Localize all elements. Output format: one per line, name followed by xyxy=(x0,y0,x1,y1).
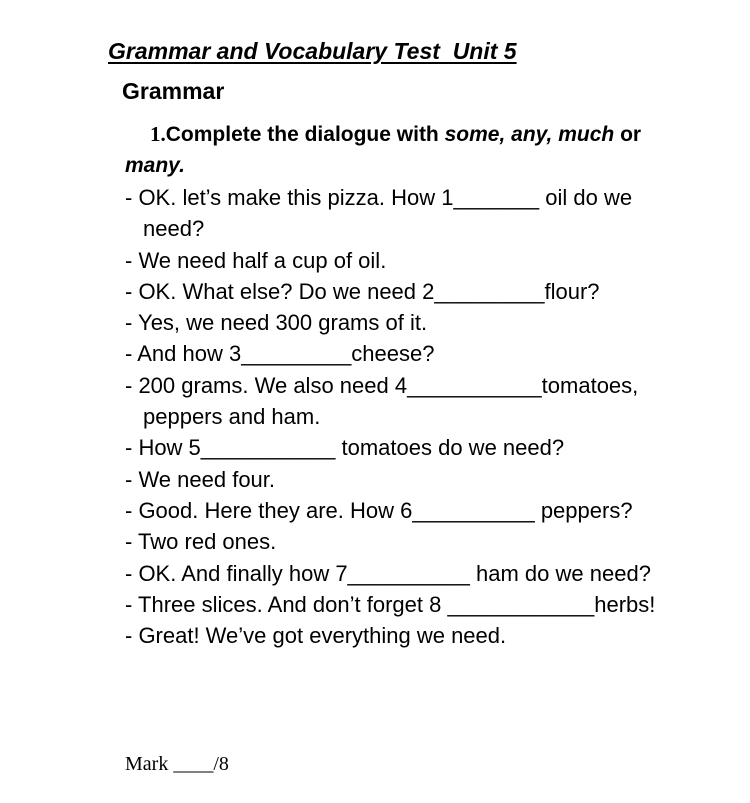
exercise-instruction xyxy=(125,119,685,181)
instruction-term-many: many. xyxy=(125,154,185,177)
dialogue-line: - And how 3_________cheese? xyxy=(125,341,435,367)
instruction-conjunction: or xyxy=(614,123,642,146)
dialogue-line: - Yes, we need 300 grams of it. xyxy=(125,310,428,336)
dialogue-line: - OK. What else? Do we need 2_________flour? xyxy=(125,278,600,304)
section-heading: Grammar xyxy=(122,78,225,104)
dialogue-line: - We need four. xyxy=(125,466,276,492)
dialogue-line: - 200 grams. We also need 4___________tomatoes, peppers and ham. xyxy=(125,372,639,430)
dialogue-line: - How 5___________ tomatoes do we need? xyxy=(125,435,565,461)
test-title: Grammar and Vocabulary Test Unit 5 xyxy=(108,38,517,64)
dialogue-list xyxy=(125,182,685,651)
mark-score: Mark ____/8 xyxy=(125,753,229,775)
instruction-text: Complete the dialogue with xyxy=(165,123,445,146)
exercise-number: 1. xyxy=(150,122,166,146)
dialogue-line: - Two red ones. xyxy=(125,529,277,555)
instruction-term-some-any: some, any, xyxy=(444,123,553,146)
dialogue-line: - Three slices. And don’t forget 8 ____________herbs! xyxy=(125,591,656,617)
instruction-term-much: much xyxy=(558,123,615,146)
dialogue-line: - Great! We’ve got everything we need. xyxy=(125,623,507,649)
dialogue-line: - OK. let’s make this pizza. How 1_______ oil do we need? xyxy=(125,185,633,242)
dialogue-line: - OK. And finally how 7__________ ham do we need? xyxy=(125,560,651,586)
dialogue-line: - Good. Here they are. How 6__________ peppers? xyxy=(125,497,633,523)
dialogue-line: - We need half a cup of oil. xyxy=(125,247,387,273)
